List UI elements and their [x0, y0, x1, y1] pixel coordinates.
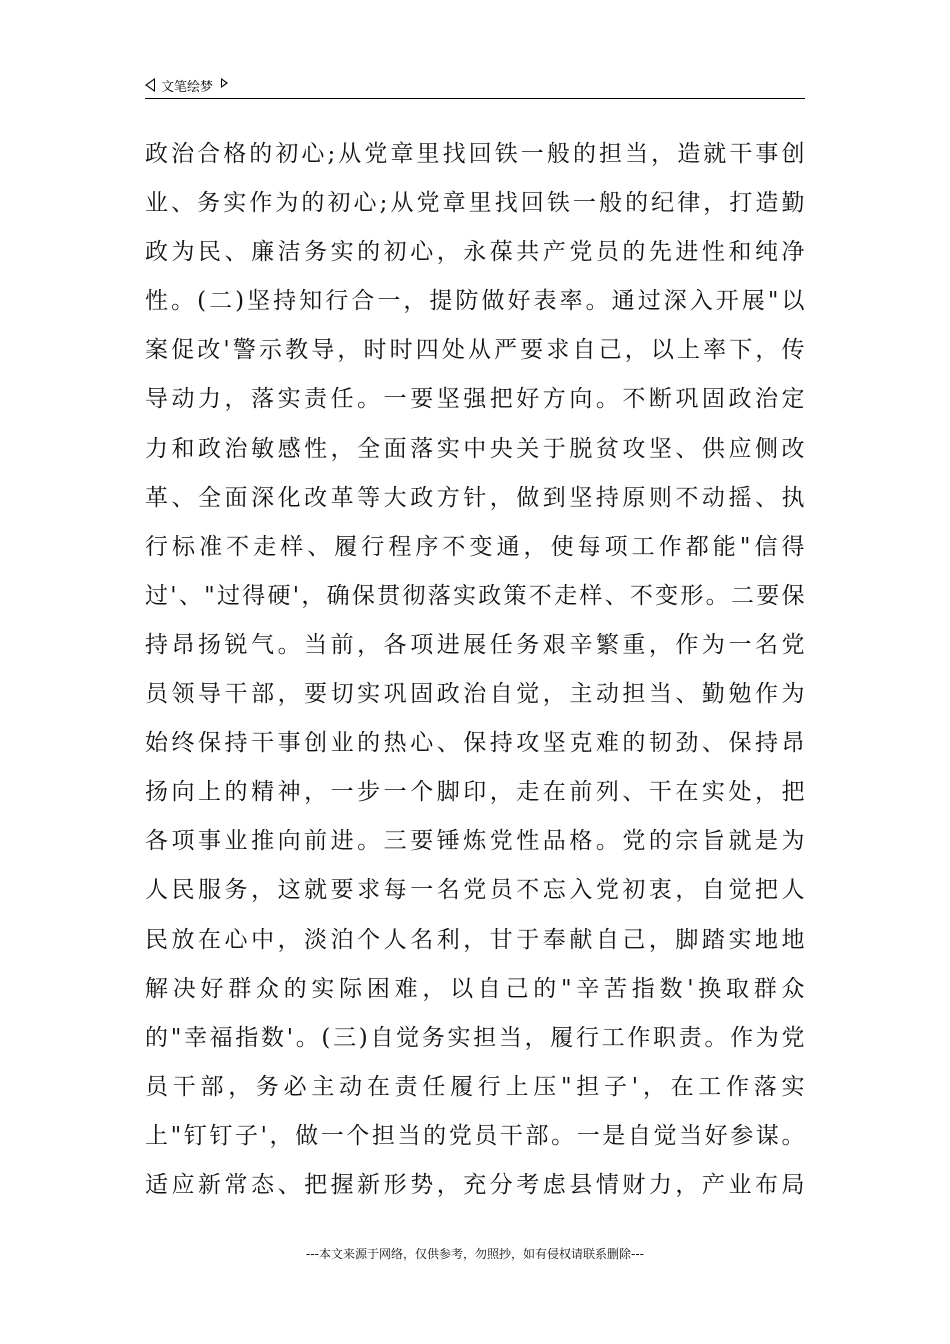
text-line: 始终保持干事创业的热心、保持攻坚克难的韧劲、保持昂 — [145, 730, 805, 757]
triangle-right-icon — [221, 78, 228, 88]
text-line: 案促改'警示教导，时时四处从严要求自己，以上率下，传 — [145, 337, 805, 364]
text-line: 上"钉钉子'，做一个担当的党员干部。一是自觉当好参谋。 — [145, 1122, 805, 1149]
text-line: 性。(二)坚持知行合一，提防做好表率。通过深入开展"以 — [145, 288, 805, 315]
text-line: 适应新常态、把握新形势，充分考虑县情财力，产业布局 — [145, 1171, 805, 1198]
triangle-left-icon — [145, 78, 155, 92]
text-line: 力和政治敏感性，全面落实中央关于脱贫攻坚、供应侧改 — [145, 435, 805, 462]
text-line: 人民服务，这就要求每一名党员不忘入党初衷，自觉把人 — [145, 877, 805, 904]
text-line: 政为民、廉洁务实的初心，永葆共产党员的先进性和纯净 — [145, 239, 805, 266]
text-line: 员干部，务必主动在责任履行上压"担子'，在工作落实 — [145, 1073, 805, 1100]
text-line: 行标准不走样、履行程序不变通，使每项工作都能"信得 — [145, 533, 805, 560]
text-line: 业、务实作为的初心;从党章里找回铁一般的纪律，打造勤 — [145, 190, 805, 217]
body-text — [145, 130, 805, 1210]
text-line: 革、全面深化改革等大政方针，做到坚持原则不动摇、执 — [145, 484, 805, 511]
text-line: 导动力，落实责任。一要坚强把好方向。不断巩固政治定 — [145, 386, 805, 413]
text-line: 政治合格的初心;从党章里找回铁一般的担当，造就干事创 — [145, 141, 805, 167]
text-line: 解决好群众的实际困难，以自己的"辛苦指数'换取群众 — [145, 975, 805, 1002]
page-header — [145, 72, 805, 99]
text-line: 扬向上的精神，一步一个脚印，走在前列、干在实处，把 — [145, 779, 805, 806]
text-line: 员领导干部，要切实巩固政治自觉，主动担当、勤勉作为 — [145, 681, 805, 708]
text-line: 的"幸福指数'。(三)自觉务实担当，履行工作职责。作为党 — [145, 1024, 805, 1051]
text-line: 持昂扬锐气。当前，各项进展任务艰辛繁重，作为一名党 — [145, 631, 805, 658]
page-footer: ---本文来源于网络，仅供参考，勿照抄，如有侵权请联系删除--- — [306, 1247, 644, 1261]
text-line: 各项事业推向前进。三要锤炼党性品格。党的宗旨就是为 — [145, 828, 805, 855]
text-line: 过'、"过得硬'，确保贯彻落实政策不走样、不变形。二要保 — [145, 582, 805, 609]
header-title: 文笔绘梦 — [161, 79, 214, 95]
text-line: 民放在心中，淡泊个人名利，甘于奉献自己，脚踏实地地 — [145, 926, 805, 953]
